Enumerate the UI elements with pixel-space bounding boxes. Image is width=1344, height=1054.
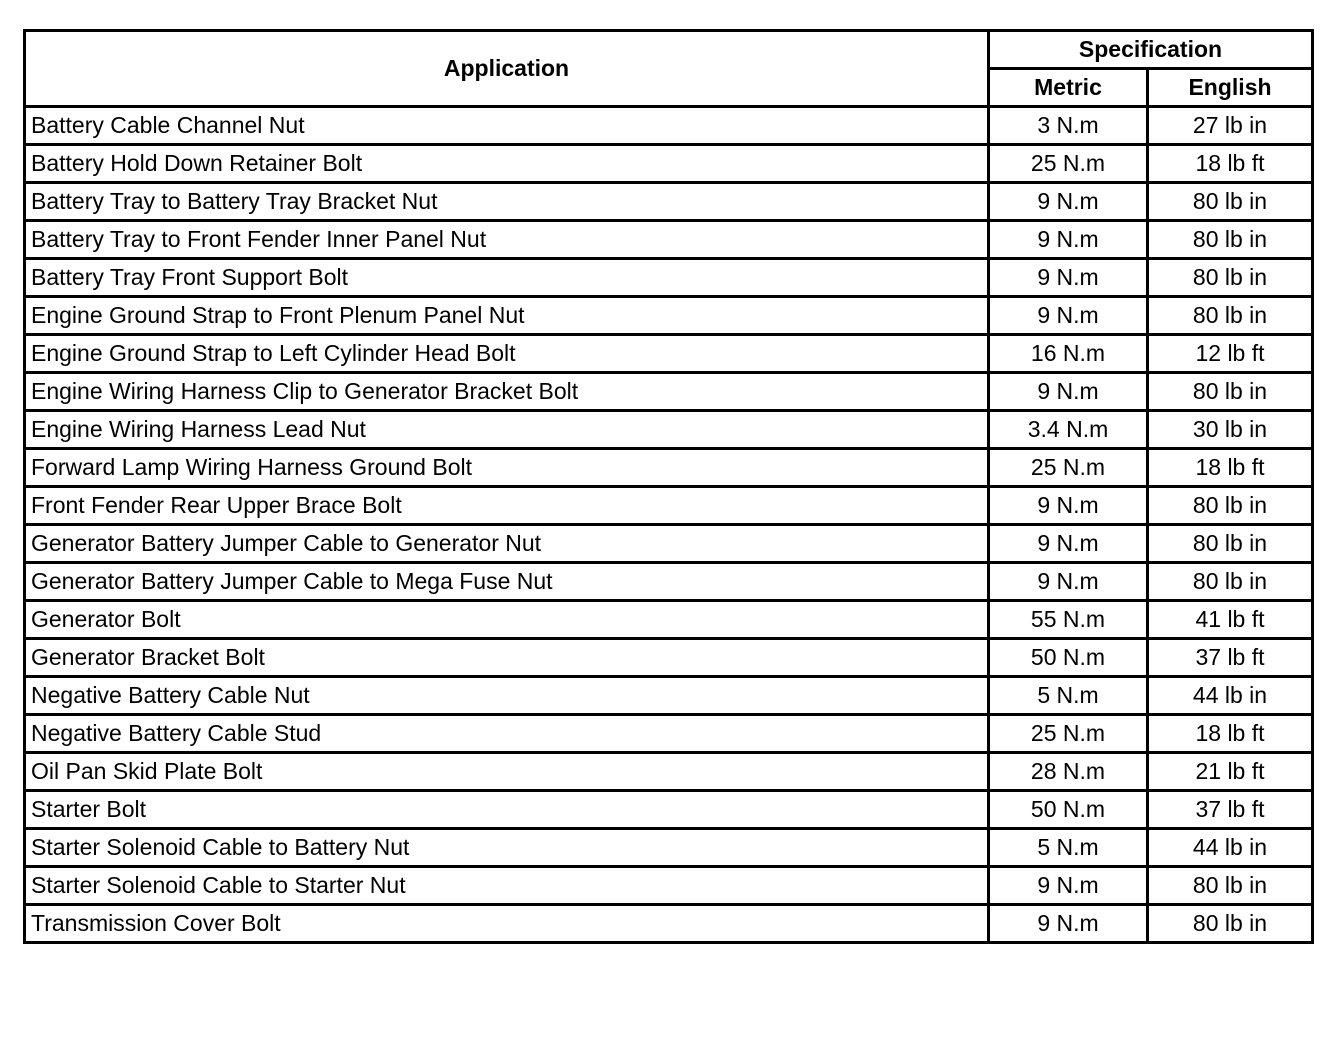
application-cell: Battery Hold Down Retainer Bolt bbox=[25, 145, 989, 183]
english-value-cell: 21 lb ft bbox=[1148, 753, 1313, 791]
table-row bbox=[25, 601, 1313, 639]
table-row bbox=[25, 373, 1313, 411]
english-value-cell: 80 lb in bbox=[1148, 867, 1313, 905]
application-cell: Engine Wiring Harness Lead Nut bbox=[25, 411, 989, 449]
application-cell: Starter Solenoid Cable to Battery Nut bbox=[25, 829, 989, 867]
metric-value-cell: 9 N.m bbox=[989, 297, 1148, 335]
application-cell: Front Fender Rear Upper Brace Bolt bbox=[25, 487, 989, 525]
application-cell: Oil Pan Skid Plate Bolt bbox=[25, 753, 989, 791]
table-row bbox=[25, 525, 1313, 563]
english-value-cell: 80 lb in bbox=[1148, 259, 1313, 297]
english-value-cell: 18 lb ft bbox=[1148, 145, 1313, 183]
table-row bbox=[25, 487, 1313, 525]
english-value-cell: 80 lb in bbox=[1148, 905, 1313, 943]
english-value-cell: 27 lb in bbox=[1148, 107, 1313, 145]
metric-value-cell: 16 N.m bbox=[989, 335, 1148, 373]
english-value-cell: 80 lb in bbox=[1148, 297, 1313, 335]
application-cell: Battery Tray to Battery Tray Bracket Nut bbox=[25, 183, 989, 221]
application-cell: Generator Battery Jumper Cable to Mega Fuse Nut bbox=[25, 563, 989, 601]
english-value-cell: 80 lb in bbox=[1148, 221, 1313, 259]
specification-group-header: Specification bbox=[989, 31, 1313, 69]
table-row bbox=[25, 259, 1313, 297]
table-row bbox=[25, 449, 1313, 487]
table-row bbox=[25, 411, 1313, 449]
metric-value-cell: 3 N.m bbox=[989, 107, 1148, 145]
table-row bbox=[25, 753, 1313, 791]
english-value-cell: 44 lb in bbox=[1148, 829, 1313, 867]
table-body bbox=[25, 107, 1313, 943]
table-row bbox=[25, 145, 1313, 183]
english-value-cell: 37 lb ft bbox=[1148, 639, 1313, 677]
english-value-cell: 37 lb ft bbox=[1148, 791, 1313, 829]
metric-value-cell: 9 N.m bbox=[989, 867, 1148, 905]
metric-value-cell: 50 N.m bbox=[989, 639, 1148, 677]
table-row bbox=[25, 905, 1313, 943]
english-value-cell: 30 lb in bbox=[1148, 411, 1313, 449]
table-row bbox=[25, 183, 1313, 221]
table-row bbox=[25, 107, 1313, 145]
metric-value-cell: 9 N.m bbox=[989, 183, 1148, 221]
table-row bbox=[25, 297, 1313, 335]
metric-value-cell: 9 N.m bbox=[989, 563, 1148, 601]
table-row bbox=[25, 639, 1313, 677]
metric-value-cell: 50 N.m bbox=[989, 791, 1148, 829]
english-value-cell: 80 lb in bbox=[1148, 183, 1313, 221]
table-row bbox=[25, 563, 1313, 601]
application-cell: Starter Solenoid Cable to Starter Nut bbox=[25, 867, 989, 905]
english-value-cell: 18 lb ft bbox=[1148, 449, 1313, 487]
english-value-cell: 80 lb in bbox=[1148, 373, 1313, 411]
metric-value-cell: 9 N.m bbox=[989, 905, 1148, 943]
table-row bbox=[25, 715, 1313, 753]
application-cell: Engine Wiring Harness Clip to Generator Bracket Bolt bbox=[25, 373, 989, 411]
english-value-cell: 41 lb ft bbox=[1148, 601, 1313, 639]
english-value-cell: 80 lb in bbox=[1148, 487, 1313, 525]
application-cell: Battery Tray Front Support Bolt bbox=[25, 259, 989, 297]
metric-value-cell: 28 N.m bbox=[989, 753, 1148, 791]
application-cell: Generator Bracket Bolt bbox=[25, 639, 989, 677]
application-cell: Engine Ground Strap to Left Cylinder Head Bolt bbox=[25, 335, 989, 373]
metric-value-cell: 9 N.m bbox=[989, 487, 1148, 525]
torque-specification-table bbox=[23, 29, 1314, 944]
table-row bbox=[25, 221, 1313, 259]
metric-value-cell: 3.4 N.m bbox=[989, 411, 1148, 449]
metric-column-header: Metric bbox=[989, 69, 1148, 107]
metric-value-cell: 25 N.m bbox=[989, 449, 1148, 487]
metric-value-cell: 25 N.m bbox=[989, 715, 1148, 753]
metric-value-cell: 25 N.m bbox=[989, 145, 1148, 183]
application-cell: Negative Battery Cable Stud bbox=[25, 715, 989, 753]
english-column-header: English bbox=[1148, 69, 1313, 107]
english-value-cell: 80 lb in bbox=[1148, 563, 1313, 601]
application-cell: Battery Cable Channel Nut bbox=[25, 107, 989, 145]
metric-value-cell: 5 N.m bbox=[989, 829, 1148, 867]
table-row bbox=[25, 335, 1313, 373]
application-cell: Battery Tray to Front Fender Inner Panel Nut bbox=[25, 221, 989, 259]
metric-value-cell: 9 N.m bbox=[989, 525, 1148, 563]
table-header bbox=[25, 31, 1313, 107]
table-row bbox=[25, 677, 1313, 715]
english-value-cell: 44 lb in bbox=[1148, 677, 1313, 715]
metric-value-cell: 9 N.m bbox=[989, 259, 1148, 297]
table-row bbox=[25, 791, 1313, 829]
application-cell: Generator Battery Jumper Cable to Generator Nut bbox=[25, 525, 989, 563]
application-cell: Engine Ground Strap to Front Plenum Panel Nut bbox=[25, 297, 989, 335]
application-cell: Transmission Cover Bolt bbox=[25, 905, 989, 943]
application-cell: Starter Bolt bbox=[25, 791, 989, 829]
application-column-header: Application bbox=[25, 31, 989, 107]
english-value-cell: 12 lb ft bbox=[1148, 335, 1313, 373]
application-cell: Generator Bolt bbox=[25, 601, 989, 639]
table-row bbox=[25, 829, 1313, 867]
application-cell: Forward Lamp Wiring Harness Ground Bolt bbox=[25, 449, 989, 487]
english-value-cell: 18 lb ft bbox=[1148, 715, 1313, 753]
metric-value-cell: 55 N.m bbox=[989, 601, 1148, 639]
english-value-cell: 80 lb in bbox=[1148, 525, 1313, 563]
application-cell: Negative Battery Cable Nut bbox=[25, 677, 989, 715]
metric-value-cell: 9 N.m bbox=[989, 373, 1148, 411]
header-row-top bbox=[25, 31, 1313, 69]
metric-value-cell: 9 N.m bbox=[989, 221, 1148, 259]
table-row bbox=[25, 867, 1313, 905]
metric-value-cell: 5 N.m bbox=[989, 677, 1148, 715]
